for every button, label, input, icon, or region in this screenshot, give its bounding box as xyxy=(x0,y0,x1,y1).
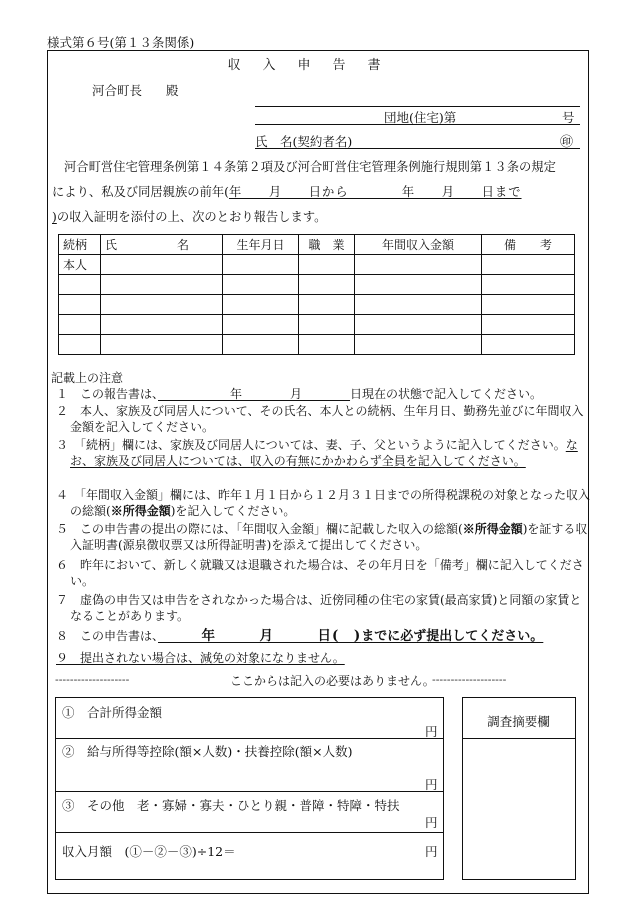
note-2: ２ 本人、家族及び同居人について、その氏名、本人との続柄、生年月日、勤務先並びに年間収入金額を記入してください。 xyxy=(56,404,584,434)
row-divider xyxy=(55,738,443,739)
row-divider xyxy=(55,832,443,833)
remarks-cell[interactable] xyxy=(482,255,575,275)
name-cell[interactable] xyxy=(101,255,223,275)
birthdate-cell[interactable] xyxy=(223,295,299,315)
intro-line-1: 河合町営住宅管理条例第１４条第２項及び河合町営住宅管理条例施行規則第１３条の規定 xyxy=(64,160,556,174)
birthdate-cell[interactable] xyxy=(223,275,299,295)
form-code: 様式第６号(第１３条関係) xyxy=(47,35,195,50)
housing-number-line[interactable] xyxy=(255,124,580,125)
income-cell[interactable] xyxy=(355,295,482,315)
note-6: ６ 昨年において、新しく就職又は退職された場合は、その年月日を「備考」欄に記入してください。 xyxy=(56,558,584,588)
dashed-divider-right: -------------------- xyxy=(432,673,507,686)
remarks-cell[interactable] xyxy=(482,275,575,295)
contractor-name-field[interactable] xyxy=(255,148,580,149)
occupation-cell[interactable] xyxy=(299,315,355,335)
intro-line-3: )の収入証明を添付の上、次のとおり報告します。 xyxy=(52,210,327,224)
yen-unit: 円 xyxy=(425,844,438,859)
row-divider xyxy=(55,791,443,792)
name-cell[interactable] xyxy=(101,315,223,335)
header-occupation: 職 業 xyxy=(299,235,355,255)
deadline-field[interactable]: 年 月 日( ) xyxy=(158,628,362,644)
note-3: ３ 「続柄」欄には、家族及び同居人については、妻、子、父というように記入してください。なお、家族及び同居人については、収入の有無にかかわらず全員を記入してください。 xyxy=(56,438,578,468)
addressee: 河合町長 殿 xyxy=(92,83,179,98)
occupation-cell[interactable] xyxy=(299,335,355,355)
yen-unit: 円 xyxy=(425,815,438,830)
note-1: １ この報告書は、 年 月 日現在の状態で記入してください。 xyxy=(56,387,543,401)
remarks-cell[interactable] xyxy=(482,295,575,315)
table-row xyxy=(59,335,575,355)
remarks-cell[interactable] xyxy=(482,315,575,335)
header-name: 氏 名 xyxy=(101,235,223,255)
table-header-row xyxy=(59,235,575,255)
table-row xyxy=(59,255,575,275)
total-income-label: ① 合計所得金額 xyxy=(62,705,163,720)
birthdate-cell[interactable] xyxy=(223,315,299,335)
address-line xyxy=(255,106,580,107)
seal-icon: ㊞ xyxy=(560,135,574,150)
relation-cell[interactable] xyxy=(59,335,101,355)
occupation-cell[interactable] xyxy=(299,255,355,275)
income-cell[interactable] xyxy=(355,255,482,275)
table-row xyxy=(59,275,575,295)
remarks-cell[interactable] xyxy=(482,335,575,355)
header-remarks: 備 考 xyxy=(482,235,575,255)
yen-unit: 円 xyxy=(425,724,438,739)
relation-cell[interactable] xyxy=(59,315,101,335)
housing-prefix: 団地(住宅)第 xyxy=(384,110,457,125)
header-birthdate: 生年月日 xyxy=(223,235,299,255)
yen-unit: 円 xyxy=(425,777,438,792)
dashed-divider-left: -------------------- xyxy=(55,673,130,686)
note-9: ９ 提出されない場合は、減免の対象になりません。 xyxy=(56,651,345,665)
income-cell[interactable] xyxy=(355,275,482,295)
table-row xyxy=(59,295,575,315)
deduction-label: ② 給与所得等控除(額×人数)・扶養控除(額×人数) xyxy=(62,744,353,759)
housing-suffix: 号 xyxy=(562,110,575,125)
relation-cell[interactable] xyxy=(59,295,101,315)
note-4: ４ 「年間収入金額」欄には、昨年１月１日から１２月３１日までの所得税課税の対象となった収入の総額(※所得金額)を記入してください。 xyxy=(56,488,591,518)
family-income-table xyxy=(58,234,575,355)
other-deduction-label: ③ その他 老・寡婦・寡夫・ひとり親・普障・特障・特扶 xyxy=(62,798,400,813)
birthdate-cell[interactable] xyxy=(223,255,299,275)
name-cell[interactable] xyxy=(101,295,223,315)
note-8: ８ この申告書は、 年 月 日( )までに必ず提出してください。 xyxy=(56,628,544,644)
income-cell[interactable] xyxy=(355,315,482,335)
memo-header-divider xyxy=(462,738,575,739)
header-relation: 続柄 xyxy=(59,235,101,255)
table-row xyxy=(59,315,575,335)
income-cell[interactable] xyxy=(355,335,482,355)
note-5: ５ この申告書の提出の際には、「年間収入金額」欄に記載した収入の総額(※所得金額)を証する収入証明書(源泉徴収票又は所得証明書)を添えて提出してください。 xyxy=(56,522,588,552)
relation-cell[interactable]: 本人 xyxy=(59,255,101,275)
memo-title: 調査摘要欄 xyxy=(487,714,550,729)
header-annual-income: 年間収入金額 xyxy=(355,235,482,255)
occupation-cell[interactable] xyxy=(299,275,355,295)
birthdate-cell[interactable] xyxy=(223,335,299,355)
intro-line-2: により、私及び同居親族の前年(年 月 日から 年 月 日まで xyxy=(52,185,522,199)
occupation-cell[interactable] xyxy=(299,295,355,315)
relation-cell[interactable] xyxy=(59,275,101,295)
form-title: 収入申告書 xyxy=(227,58,403,73)
notes-heading: 記載上の注意 xyxy=(51,371,124,385)
name-cell[interactable] xyxy=(101,335,223,355)
divider-text: ここからは記入の必要はありません。 xyxy=(230,674,435,688)
contractor-name-label: 氏 名(契約者名) xyxy=(255,134,353,149)
note-7: ７ 虚偽の申告又は申告をされなかった場合は、近傍同種の住宅の家賃(最高家賃)と同額の家賃となることがあります。 xyxy=(56,593,582,623)
period-field[interactable]: 年 月 日から 年 月 日まで xyxy=(228,185,522,199)
name-cell[interactable] xyxy=(101,275,223,295)
monthly-income-label: 収入月額 (①－②－③)÷12＝ xyxy=(62,844,236,859)
